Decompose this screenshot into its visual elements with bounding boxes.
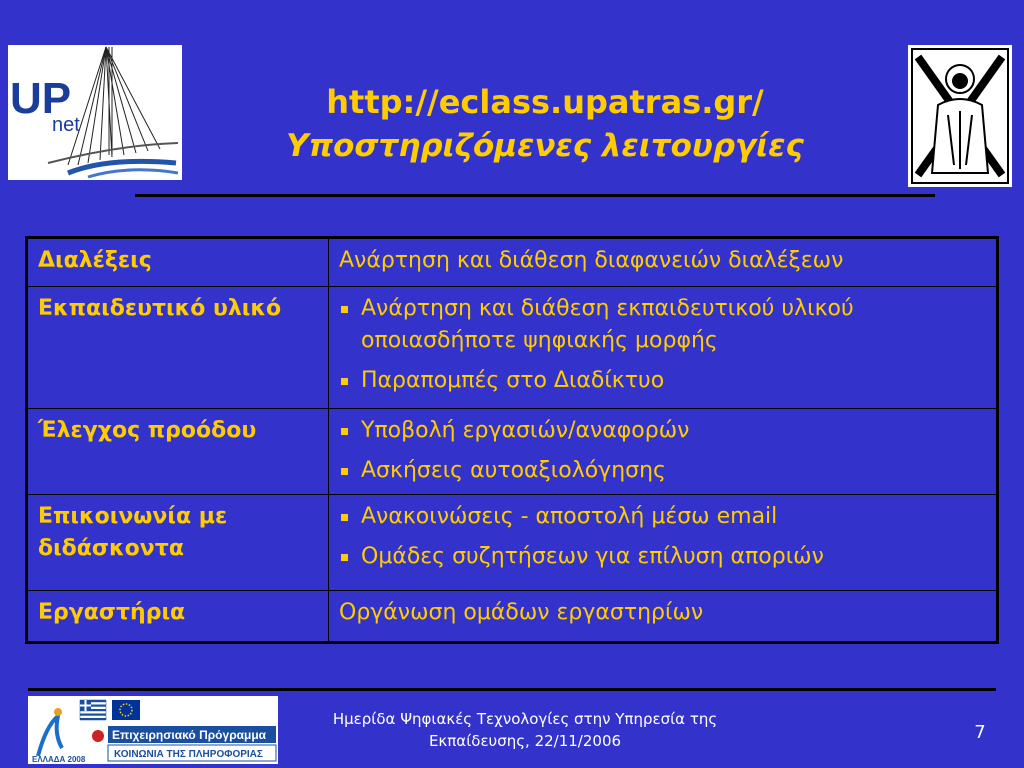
row-category: Διαλέξεις: [28, 239, 329, 287]
footer-caption: Ημερίδα Ψηφιακές Τεχνολογίες στην Υπηρεσία της Εκπαίδευσης, 22/11/2006: [332, 710, 718, 750]
svg-text:UP: UP: [10, 74, 72, 123]
information-society-icon: [28, 696, 278, 764]
upnet-logo: [8, 45, 182, 180]
row-description: [329, 409, 997, 495]
list-item: Ανάρτηση και διάθεση εκπαιδευτικού υλικού οποιασδήποτε ψηφιακής μορφής: [339, 293, 986, 357]
title-divider: [135, 194, 935, 197]
bullet-icon: [341, 468, 348, 475]
table-row: [28, 495, 997, 591]
list-item: Ασκήσεις αυτοαξιολόγησης: [339, 455, 986, 487]
table-row: [28, 239, 997, 287]
slide-title: [190, 80, 900, 168]
table-row: [28, 591, 997, 642]
row-description: [329, 495, 997, 591]
saint-andrew-logo: [908, 45, 1012, 187]
svg-text:ΚΟΙΝΩΝΙΑ ΤΗΣ ΠΛΗΡΟΦΟΡΙΑΣ: ΚΟΙΝΩΝΙΑ ΤΗΣ ΠΛΗΡΟΦΟΡΙΑΣ: [114, 749, 263, 760]
row-category: Έλεγχος προόδου: [28, 409, 329, 495]
title-subtitle: Υποστηριζόμενες λειτουργίες: [286, 128, 804, 164]
footer-divider: [28, 688, 996, 691]
bullet-icon: [341, 514, 348, 521]
row-description: Ανάρτηση και διάθεση διαφανειών διαλέξεων: [329, 239, 997, 287]
row-category: Εκπαιδευτικό υλικό: [28, 287, 329, 409]
svg-text:net: net: [52, 114, 80, 136]
svg-text:Επιχειρησιακό Πρόγραμμα: Επιχειρησιακό Πρόγραμμα: [112, 728, 267, 742]
row-category: Επικοινωνία με διδάσκοντα: [28, 495, 329, 591]
title-url: http://eclass.upatras.gr/: [326, 83, 764, 121]
table-row: [28, 287, 997, 409]
bullet-icon: [341, 554, 348, 561]
bullet-icon: [341, 378, 348, 385]
saint-andrew-seal-icon: [908, 45, 1012, 187]
table-row: [28, 409, 997, 495]
information-society-logo: [28, 696, 278, 764]
row-category: Εργαστήρια: [28, 591, 329, 642]
row-description: Οργάνωση ομάδων εργαστηρίων: [329, 591, 997, 642]
list-item: Παραπομπές στο Διαδίκτυο: [339, 365, 986, 397]
bullet-icon: [341, 428, 348, 435]
svg-text:ΕΛΛΑΔΑ 2008: ΕΛΛΑΔΑ 2008: [32, 755, 86, 764]
upnet-bridge-logo-icon: [8, 45, 182, 180]
bullet-icon: [341, 306, 348, 313]
list-item: Υποβολή εργασιών/αναφορών: [339, 415, 986, 447]
page-number: 7: [974, 722, 986, 743]
list-item: Ομάδες συζητήσεων για επίλυση αποριών: [339, 541, 986, 573]
features-table: [25, 236, 999, 644]
row-description: [329, 287, 997, 409]
list-item: Ανακοινώσεις - αποστολή μέσω email: [339, 501, 986, 533]
